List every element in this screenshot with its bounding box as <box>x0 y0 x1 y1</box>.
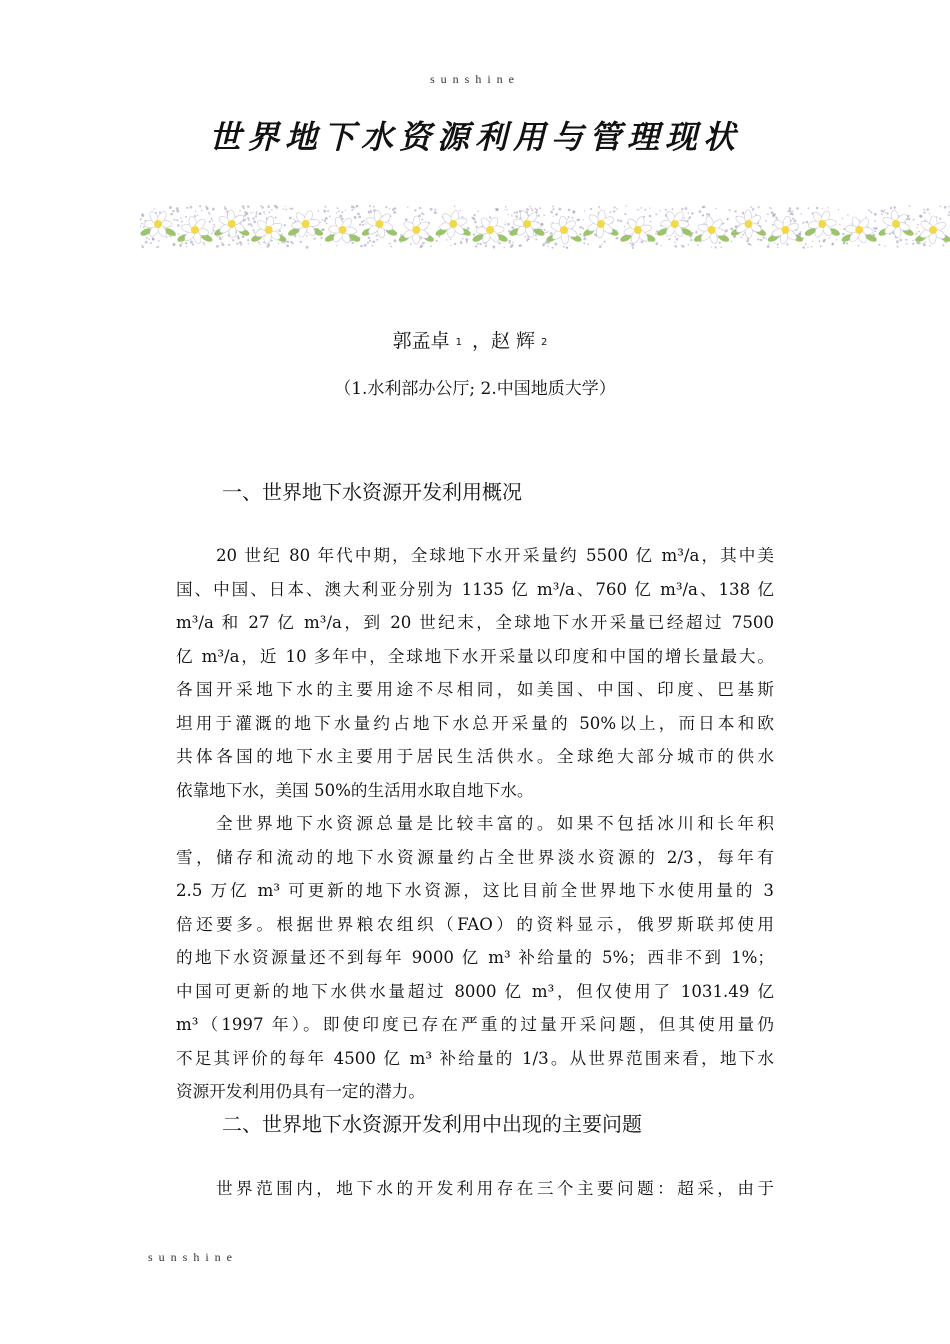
text-line: 世界范围内，地下水的开发利用存在三个主要问题：超采，由于 <box>216 1179 774 1198</box>
flower-icon <box>877 210 914 239</box>
flower-icon <box>287 210 324 239</box>
flower-icon <box>213 210 250 238</box>
text-line: 亿 m³/a，近 10 多年中，全球地下水开采量以印度和中国的增长量最大。 <box>176 646 774 666</box>
text-line: 2.5 万亿 m³ 可更新的地下水资源，这比目前全世界地下水使用量的 3 <box>176 881 774 900</box>
flower-icon <box>508 210 545 239</box>
footer-watermark: sunshine <box>148 1250 238 1264</box>
text-line: 20 世纪 80 年代中期，全球地下水开采量约 5500 亿 m³/a，其中美 <box>216 546 774 565</box>
text-line: 依靠地下水，美国 50%的生活用水取自地下水。 <box>176 780 534 800</box>
text-line: m³/a 和 27 亿 m³/a，到 20 世纪末，全球地下水开采量已经超过 7500 <box>176 613 774 632</box>
section-heading: 一、世界地下水资源开发利用概况 <box>222 480 522 504</box>
flower-icon <box>398 216 435 244</box>
flower-icon <box>250 216 287 245</box>
text-line: 倍还要多。根据世界粮农组织（FAO）的资料显示，俄罗斯联邦使用 <box>176 914 774 934</box>
flower-icon <box>804 210 841 239</box>
text-line: 国、中国、日本、澳大利亚分别为 1135 亿 m³/a、760 亿 m³/a、138 亿 <box>176 579 774 599</box>
text-line: m³（1997 年）。即使印度已存在严重的过量开采问题，但其使用量仍 <box>176 1015 774 1034</box>
flower-icon <box>767 216 804 245</box>
author-line <box>0 326 950 353</box>
flower-icon <box>730 210 767 238</box>
affiliation-line: （1.水利部办公厅; 2.中国地质大学） <box>334 379 616 399</box>
paragraph <box>176 1172 774 1206</box>
flower-icon <box>434 210 471 239</box>
paragraph <box>176 539 774 1109</box>
text-line: 坦用于灌溉的地下水量约占地下水总开采量的 50%以上，而日本和欧 <box>176 713 774 733</box>
flower-icon <box>656 210 693 238</box>
text-line: 各国开采地下水的主要用途不尽相同，如美国、中国、印度、巴基斯 <box>176 680 774 699</box>
author-affiliation-number: 2 <box>541 337 548 348</box>
document-title: 世界地下水资源利用与管理现状 <box>208 118 741 156</box>
flower-border-decoration <box>140 200 950 254</box>
flower-icon <box>471 216 508 244</box>
flower-icon <box>914 216 950 244</box>
flower-icon <box>619 216 656 245</box>
author-name: 郭孟卓 <box>392 330 450 352</box>
text-line: 雪，储存和流动的地下水资源量约占全世界淡水资源的 2/3，每年有 <box>176 847 774 867</box>
text-line: 中国可更新的地下水供水量超过 8000 亿 m³，但仅使用了 1031.49 亿 <box>176 981 774 1001</box>
text-line: 不足其评价的每年 4500 亿 m³ 补给量的 1/3。从世界范围来看，地下水 <box>176 1048 774 1068</box>
header-watermark: sunshine <box>430 72 520 86</box>
flower-icon <box>176 216 213 245</box>
text-line: 资源开发利用仍具有一定的潜力。 <box>176 1082 425 1101</box>
author-separator: ， <box>471 330 491 352</box>
author-affiliation-number: 1 <box>455 337 462 348</box>
flower-icon <box>582 210 619 239</box>
section-heading: 二、世界地下水资源开发利用中出现的主要问题 <box>222 1112 642 1136</box>
text-line: 的地下水资源量还不到每年 9000 亿 m³ 补给量的 5%；西非不到 1%； <box>176 948 774 967</box>
flower-icon <box>693 216 730 245</box>
text-line: 全世界地下水资源总量是比较丰富的。如果不包括冰川和长年积 <box>216 814 774 833</box>
author-name: 赵 辉 <box>490 330 536 352</box>
text-line: 共体各国的地下水主要用于居民生活供水。全球绝大部分城市的供水 <box>176 747 774 766</box>
